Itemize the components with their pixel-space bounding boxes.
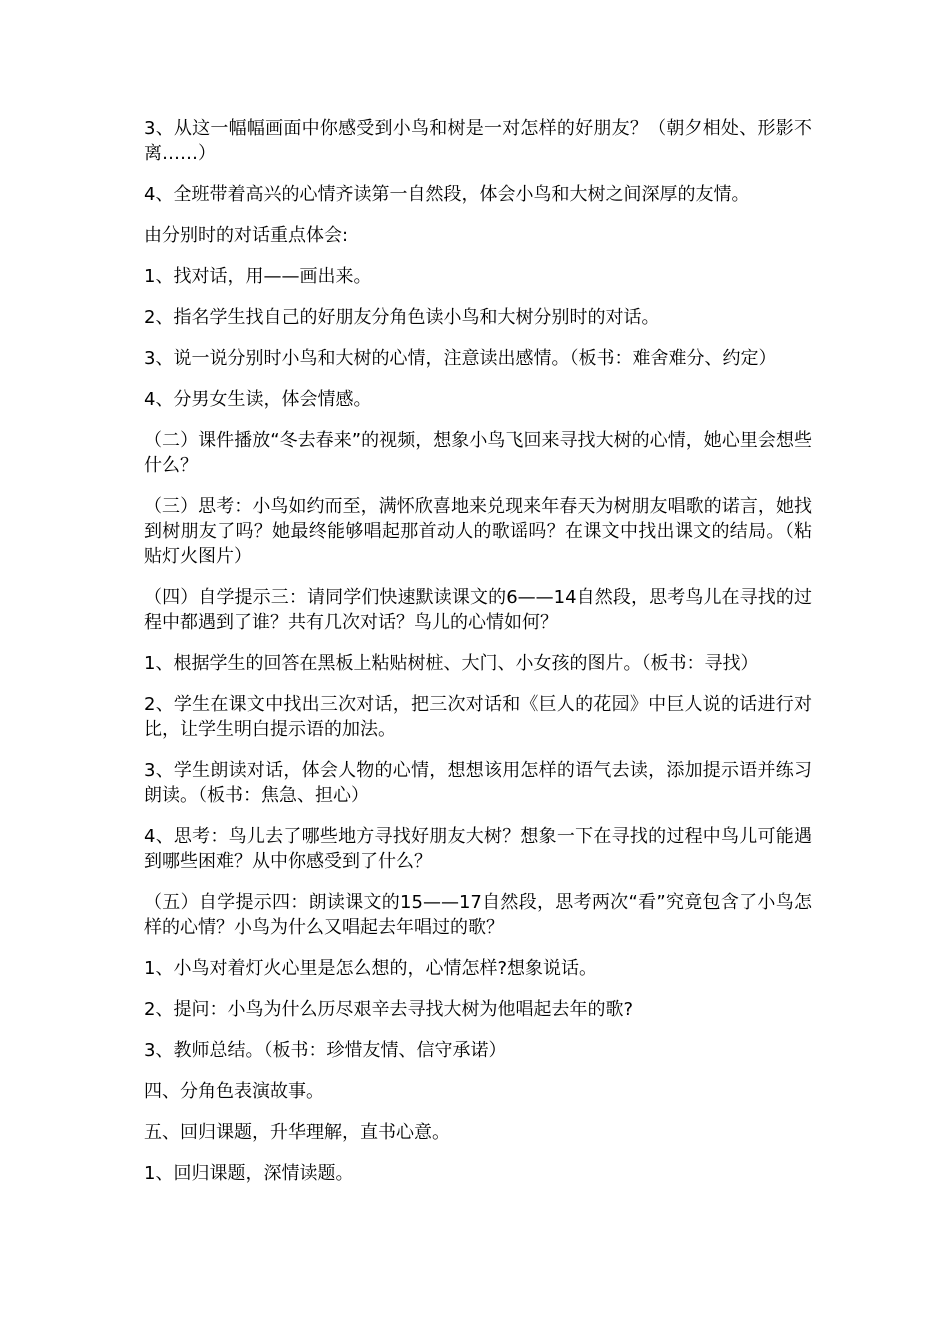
paragraph-10: （四）自学提示三：请同学们快速默读课文的6——14自然段，思考鸟儿在寻找的过程中都遇到了谁？共有几次对话？鸟儿的心情如何？: [144, 587, 812, 633]
paragraph-15: （五）自学提示四：朗读课文的15——17自然段，思考两次“看”究竟包含了小鸟怎样的心情？小鸟为什么又唱起去年唱过的歌？: [144, 892, 812, 938]
paragraph-18: 3、教师总结。（板书：珍惜友情、信守承诺）: [144, 1040, 507, 1061]
paragraph-17: 2、提问：小鸟为什么历尽艰辛去寻找大树为他唱起去年的歌?: [144, 999, 634, 1020]
paragraph-6: 3、说一说分别时小鸟和大树的心情，注意读出感情。（板书：难舍难分、约定）: [144, 348, 777, 369]
paragraph-21: 1、回归课题，深情读题。: [144, 1163, 354, 1184]
paragraph-16: 1、小鸟对着灯火心里是怎么想的，心情怎样?想象说话。: [144, 958, 598, 979]
paragraph-1: 3、从这一幅幅画面中你感受到小鸟和树是一对怎样的好朋友？（朝夕相处、形影不离……）: [144, 118, 812, 164]
paragraph-11: 1、根据学生的回答在黑板上粘贴树桩、大门、小女孩的图片。（板书：寻找）: [144, 653, 759, 674]
paragraph-14: 4、思考：鸟儿去了哪些地方寻找好朋友大树？想象一下在寻找的过程中鸟儿可能遇到哪些困难？从中你感受到了什么？: [144, 826, 812, 872]
paragraph-9: （三）思考：小鸟如约而至，满怀欣喜地来兑现来年春天为树朋友唱歌的诺言，她找到树朋友了吗？她最终能够唱起那首动人的歌谣吗？在课文中找出课文的结局。（粘贴灯火图片）: [144, 496, 812, 567]
paragraph-2: 4、全班带着高兴的心情齐读第一自然段，体会小鸟和大树之间深厚的友情。: [144, 184, 750, 205]
paragraph-20: 五、回归课题，升华理解，直书心意。: [144, 1122, 450, 1143]
document-body: [144, 116, 812, 1202]
paragraph-3: 由分别时的对话重点体会:: [144, 225, 349, 246]
paragraph-19: 四、分角色表演故事。: [144, 1081, 324, 1102]
paragraph-13: 3、学生朗读对话，体会人物的心情，想想该用怎样的语气去读，添加提示语并练习朗读。（板书：焦急、担心）: [144, 760, 812, 806]
paragraph-4: 1、找对话，用——画出来。: [144, 266, 372, 287]
paragraph-8: （二）课件播放“冬去春来”的视频，想象小鸟飞回来寻找大树的心情，她心里会想些什么？: [144, 430, 812, 476]
paragraph-7: 4、分男女生读，体会情感。: [144, 389, 372, 410]
paragraph-5: 2、指名学生找自己的好朋友分角色读小鸟和大树分别时的对话。: [144, 307, 660, 328]
paragraph-12: 2、学生在课文中找出三次对话，把三次对话和《巨人的花园》中巨人说的话进行对比，让学生明白提示语的加法。: [144, 694, 812, 740]
